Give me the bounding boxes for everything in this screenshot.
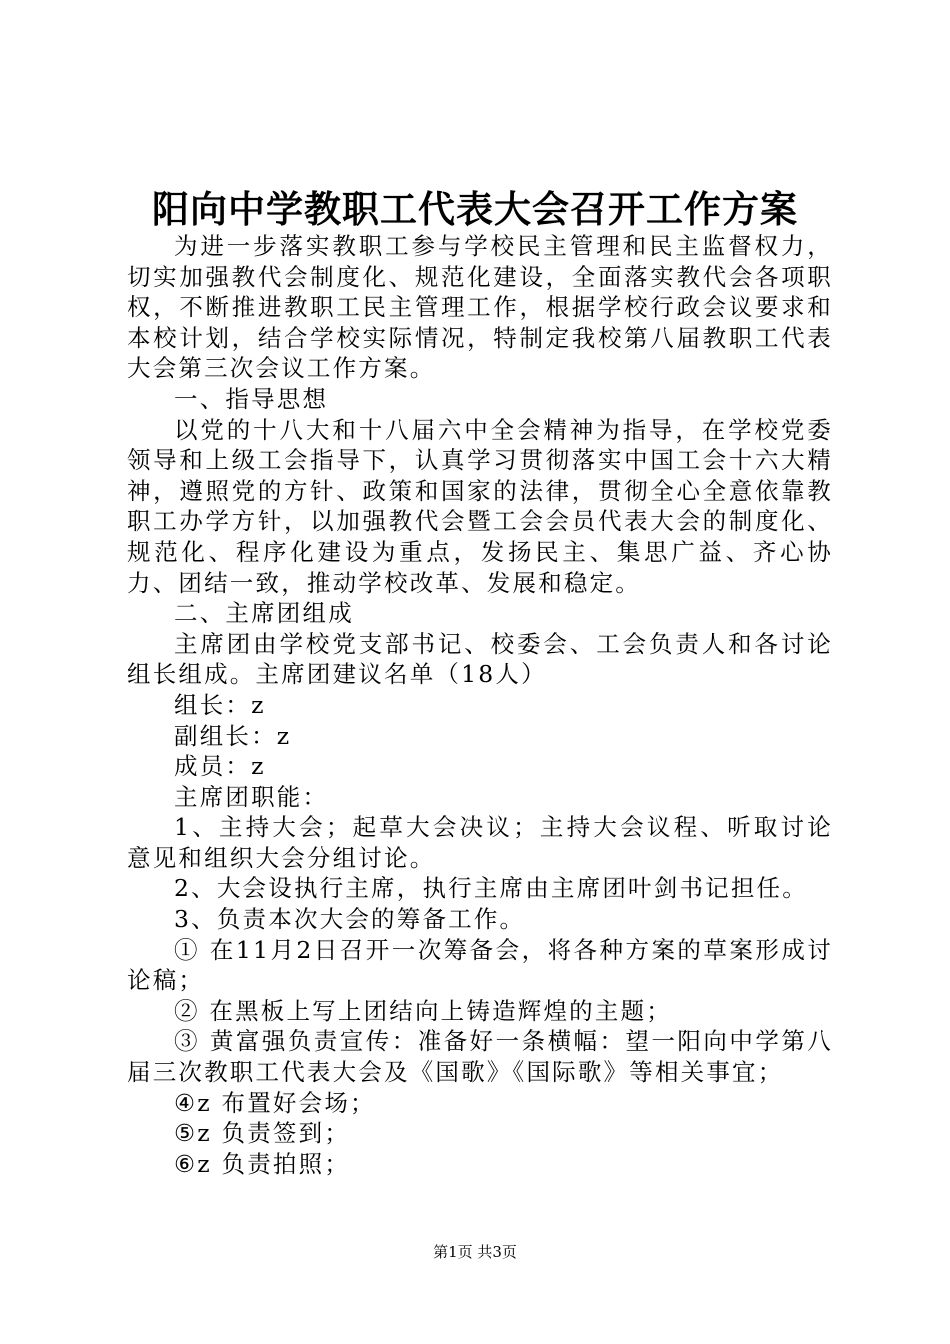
task-item-6: ⑥z 负责拍照； xyxy=(174,1149,351,1178)
function-item-2: 2、大会设执行主席，执行主席由主席团叶剑书记担任。 xyxy=(174,874,808,903)
page-footer: 第1页 共3页 xyxy=(433,1243,517,1261)
task-item-5: ⑤z 负责签到； xyxy=(174,1119,351,1148)
paragraph-presidium-composition: 主席团由学校党支部书记、校委会、工会负责人和各讨论组长组成。主席团建议名单（18人） xyxy=(127,629,833,689)
paragraph-guiding-thought: 以党的十八大和十八届六中全会精神为指导，在学校党委领导和上级工会指导下，认真学习贯彻落实中国工会十六大精神，遵照党的方针、政策和国家的法律，贯彻全心全意依靠教职工办学方针，以加强教代会暨工会会员代表大会的制度化、规范化、程序化建设为重点，发扬民主、集思广益、齐心协力、团结一致，推动学校改革、发展和稳定。 xyxy=(127,415,833,597)
presidium-members: 成员：z xyxy=(174,752,266,781)
presidium-leader: 组长：z xyxy=(174,690,266,719)
paragraph-intro: 为进一步落实教职工参与学校民主管理和民主监督权力，切实加强教代会制度化、规范化建设，全面落实教代会各项职权，不断推进教职工民主管理工作，根据学校行政会议要求和本校计划，结合学校实际情况，特制定我校第八届教职工代表大会第三次会议工作方案。 xyxy=(127,232,833,383)
presidium-functions-heading: 主席团职能： xyxy=(174,782,329,811)
task-item-3: ③ 黄富强负责宣传：准备好一条横幅：望一阳向中学第八届三次教职工代表大会及《国歌》《国际歌》等相关事宜； xyxy=(127,1027,833,1087)
section-heading-guiding-thought: 一、指导思想 xyxy=(174,384,329,413)
function-item-1: 1、主持大会；起草大会决议；主持大会议程、听取讨论意见和组织大会分组讨论。 xyxy=(127,813,833,872)
task-item-2: ② 在黑板上写上团结向上铸造辉煌的主题； xyxy=(174,996,672,1025)
presidium-deputy-leader: 副组长：z xyxy=(174,721,292,750)
document-body xyxy=(127,231,833,1179)
section-heading-presidium: 二、主席团组成 xyxy=(174,599,354,628)
task-item-4: ④z 布置好会场； xyxy=(174,1088,376,1117)
task-item-1: ① 在11月2日召开一次筹备会，将各种方案的草案形成讨论稿； xyxy=(127,935,833,995)
function-item-3: 3、负责本次大会的筹备工作。 xyxy=(174,905,526,934)
document-title: 阳向中学教职工代表大会召开工作方案 xyxy=(152,187,798,231)
